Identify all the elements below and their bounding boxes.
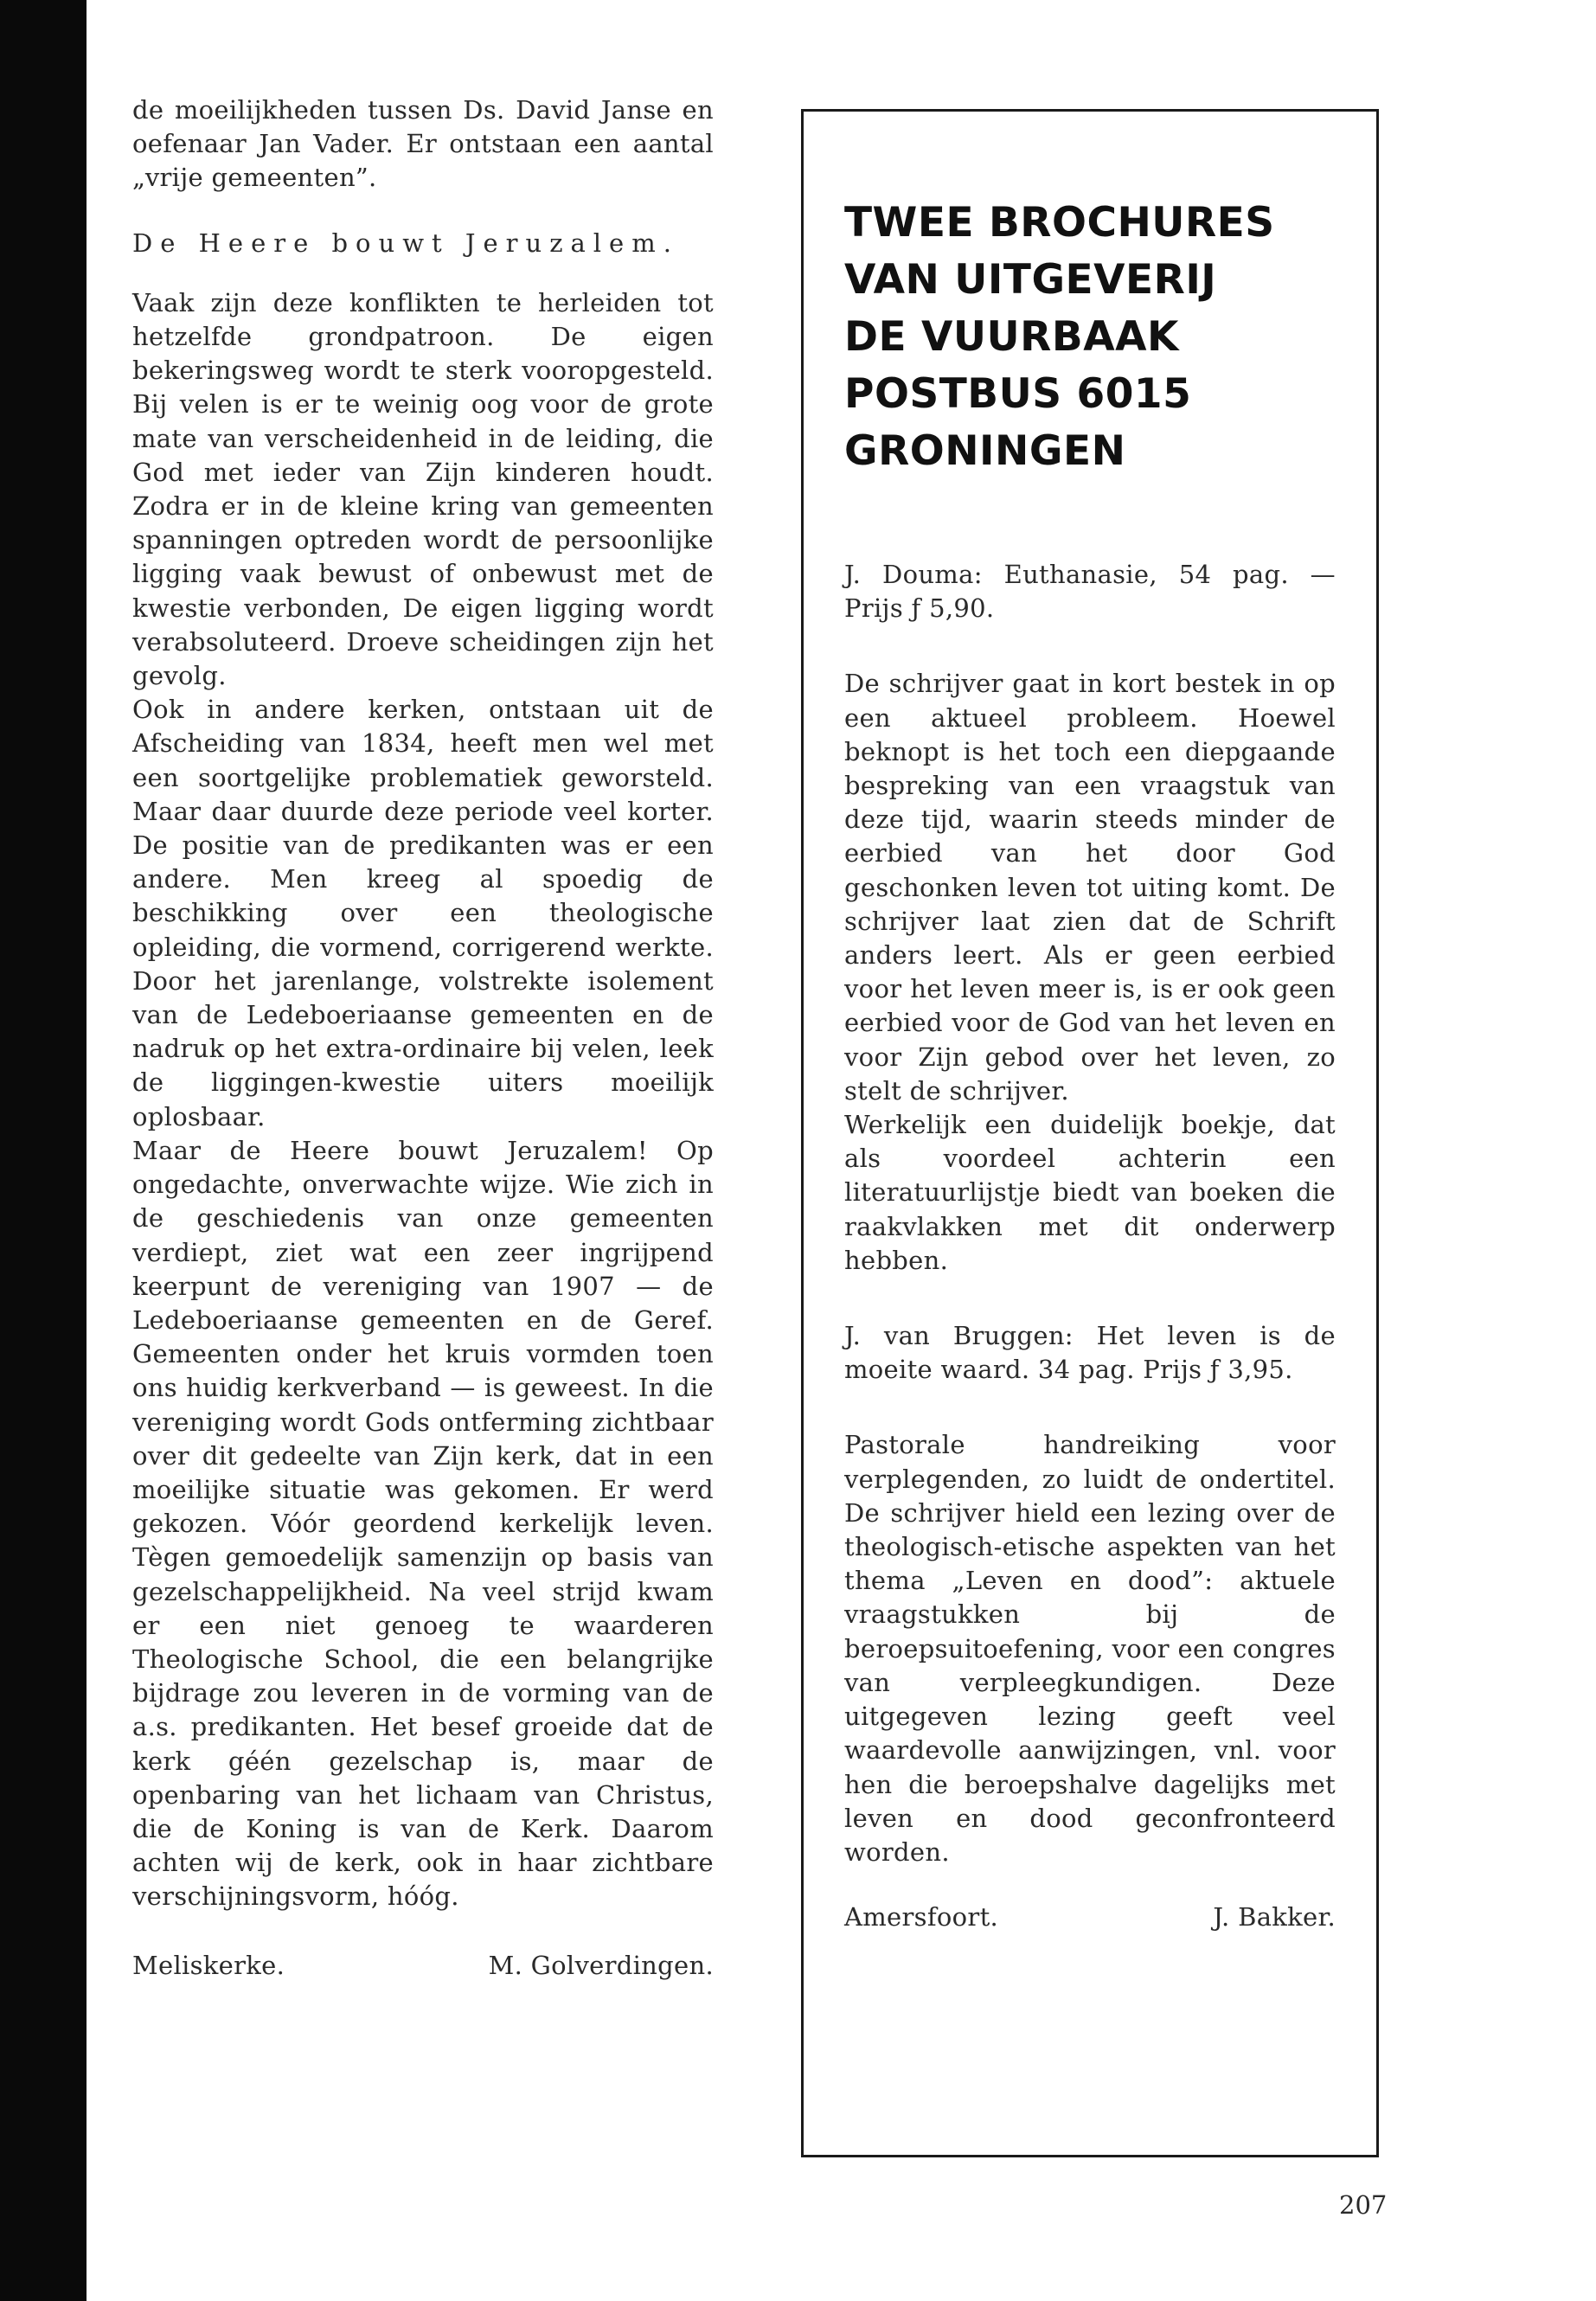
signature-place: Amersfoort. (844, 1902, 999, 1932)
box-heading (844, 195, 1336, 480)
signature-author: M. Golverdingen. (488, 1950, 714, 1980)
book-review-1: De schrijver gaat in kort bestek in op een aktueel probleem. Hoewel beknopt is het toch een diepgaande bespreking van een vraagstuk van deze tijd, waarin steeds minder de eerbied van het door God geschonken leven tot uiting komt. De schrijver laat zien dat de Schrift anders leert. Als er geen eerbied voor het leven meer is, is er ook geen eerbied voor de God van het leven en voor Zijn gebod over het leven, zo stelt de schrijver. (844, 669, 1336, 1106)
body-paragraph: Ook in andere kerken, ontstaan uit de Afscheiding van 1834, heeft men wel met een soortgelijke problematiek geworsteld. Maar daar duurde deze periode veel korter. De positie van de predikanten was er een andere. Men kreeg al spoedig de beschikking over een theologische opleiding, die vormend, corrigerend werkte. Door het jarenlange, volstrekte isolement van de Ledeboeriaanse gemeenten en de nadruk op het extra-ordinaire bij velen, leek de liggingen-kwestie uiters moeilijk oplosbaar. (132, 695, 714, 1131)
book-review-2: Pastorale handreiking voor verplegenden, zo luidt de ondertitel. De schrijver hield een lezing over de theologisch-etische aspekten van het thema „Leven en dood”: aktuele vraagstukken bij de beroepsuitoefening, voor een congres van verpleegkundigen. Deze uitgegeven lezing geeft veel waardevolle aanwijzingen, vnl. voor hen die beroepshalve dagelijks met leven en dood geconfronteerd worden. (844, 1430, 1336, 1867)
book-review-1-continued: Werkelijk een duidelijk boekje, dat als voordeel achterin een literatuurlijstje biedt van boeken die raakvlakken met dit onderwerp hebben. (844, 1110, 1336, 1275)
scan-margin-bar (0, 0, 87, 2301)
page-number: 207 (1339, 2190, 1388, 2220)
brochure-review-box (801, 109, 1379, 2157)
heading-line: VAN UITGEVERIJ (844, 256, 1217, 304)
signature-author: J. Bakker. (1213, 1902, 1336, 1932)
intro-paragraph: de moeilijkheden tussen Ds. David Janse en oefenaar Jan Vader. Er ontstaan een aantal „vrije gemeenten”. (132, 95, 714, 193)
body-paragraph: Maar de Heere bouwt Jeruzalem! Op ongedachte, onverwachte wijze. Wie zich in de geschiedenis van onze gemeenten verdiept, ziet wat een zeer ingrijpend keerpunt de vereniging van 1907 — de Ledeboeriaanse gemeenten en de Geref. Gemeenten onder het kruis vormden toen ons huidig kerkverband — is geweest. In die vereniging wordt Gods ontferming zichtbaar over dit gedeelte van Zijn kerk, dat in een moeilijke situatie was gekomen. Er werd gekozen. Vóór geordend kerkelijk leven. Tègen gemoedelijk samenzijn op basis van gezelschappelijkheid. Na veel strijd kwam er een niet genoeg te waarderen Theologische School, die een belangrijke bijdrage zou leveren in de vorming van de a.s. predikanten. Het besef groeide dat de kerk géén gezelschap is, maar de openbaring van het lichaam van Christus, die de Koning is van de Kerk. Daarom achten wij de kerk, ook in haar zichtbare verschijningsvorm, hóóg. (132, 1135, 714, 1912)
heading-line: TWEE BROCHURES (844, 199, 1275, 247)
heading-line: GRONINGEN (844, 427, 1126, 475)
body-paragraph: Vaak zijn deze konflikten te herleiden tot hetzelfde grondpatroon. De eigen bekeringsweg wordt te sterk vooropgesteld. Bij velen is er te weinig oog voor de grote mate van verscheidenheid in de leiding, die God met ieder van Zijn kinderen houdt. Zodra er in de kleine kring van gemeenten spanningen optreden wordt de persoonlijke ligging vaak bewust of onbewust met de kwestie verbonden, De eigen ligging wordt verabsoluteerd. Droeve scheidingen zijn het gevolg. (132, 287, 714, 691)
heading-line: POSTBUS 6015 (844, 370, 1192, 418)
section-subheading: De Heere bouwt Jeruzalem. (132, 228, 679, 258)
heading-line: DE VUURBAAK (844, 313, 1179, 361)
box-signature (844, 1900, 1336, 1934)
book-title-2: J. van Bruggen: Het leven is de moeite waard. 34 pag. Prijs ƒ 3,95. (844, 1321, 1336, 1385)
left-column (132, 93, 714, 1983)
signature (132, 1949, 714, 1983)
signature-place: Meliskerke. (132, 1950, 285, 1980)
box-content (844, 195, 1336, 1934)
book-title-1: J. Douma: Euthanasie, 54 pag. — Prijs ƒ 5,90. (844, 560, 1336, 624)
